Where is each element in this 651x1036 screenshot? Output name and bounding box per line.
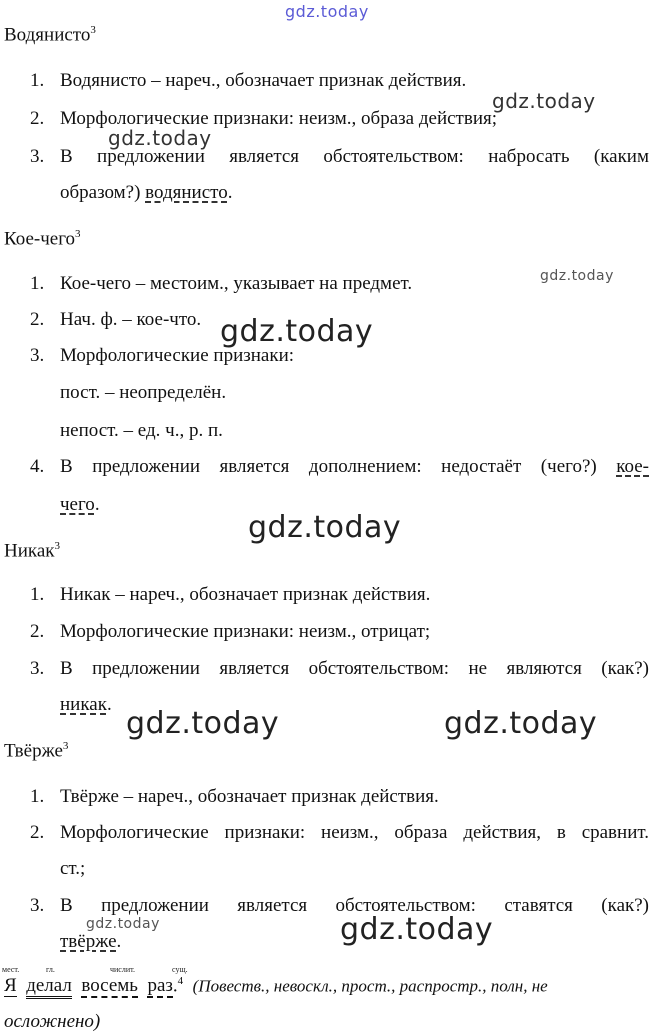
watermark: gdz.today [340,912,494,947]
watermark: gdz.today [248,510,402,545]
list-item-sub: пост. – неопределён. [60,382,227,403]
watermark: gdz.today [220,314,374,349]
list-item: 1. Кое-чего – местоим., указывает на предмет. [30,273,413,294]
watermark: gdz.today [540,268,614,284]
list-item: 2. Нач. ф. – кое-что. [30,309,202,330]
list-item: 2. Морфологические признаки: неизм., образа действия; [30,108,497,129]
sentence-note: (Повеств., невоскл., прост., распростр., полн, не [192,976,548,996]
word-annotation: числит. [110,965,136,974]
section-title: Кое-чего$^3$ [4,228,81,250]
list-item: 3. В предложении является обстоятельством: набросать (каким [30,146,649,167]
watermark: gdz.today [492,89,596,113]
list-item: 1. Твёрже – нареч., обозначает признак действия. [30,786,439,807]
list-item-continuation: твёрже. [60,931,122,952]
list-item-continuation: никак. [60,694,112,715]
list-item: 3. Морфологические признаки: [30,345,295,366]
watermark: gdz.today [285,2,369,21]
list-item-continuation: чего. [60,494,100,515]
list-item: 3. В предложении является обстоятельством: не являются (как?) [30,658,649,679]
list-item: 1. Никак – нареч., обозначает признак действия. [30,584,431,605]
list-item-continuation: образом?) водянисто. [60,182,233,203]
list-item: 2. Морфологические признаки: неизм., образа действия, в сравнит. [30,822,649,843]
list-item: 3. В предложении является обстоятельством: ставятся (как?) [30,895,649,916]
word-annotation: мест. [2,965,20,974]
list-item-continuation: ст.; [60,858,86,879]
list-item: 1. Водянисто – нареч., обозначает признак действия. [30,70,467,91]
word-annotation: гл. [46,965,55,974]
parsed-sentence: Я делал восемь раз.$^4$ (Повеств., невоскл., прост., распростр., полн, не [4,975,548,997]
section-title: Твёрже$^3$ [4,740,69,762]
section-title: Водянисто$^3$ [4,24,96,46]
list-item-sub: непост. – ед. ч., р. п. [60,420,223,441]
list-item: 2. Морфологические признаки: неизм., отрицат; [30,621,431,642]
watermark: gdz.today [126,706,280,741]
section-title: Никак$^3$ [4,540,60,562]
watermark: gdz.today [108,126,212,150]
word-annotation: сущ. [172,965,188,974]
watermark: gdz.today [86,916,160,932]
watermark: gdz.today [444,706,598,741]
list-item: 4. В предложении является дополнением: недостаёт (чего?) кое- [30,456,649,477]
sentence-note-continuation: осложнено) [4,1011,101,1032]
